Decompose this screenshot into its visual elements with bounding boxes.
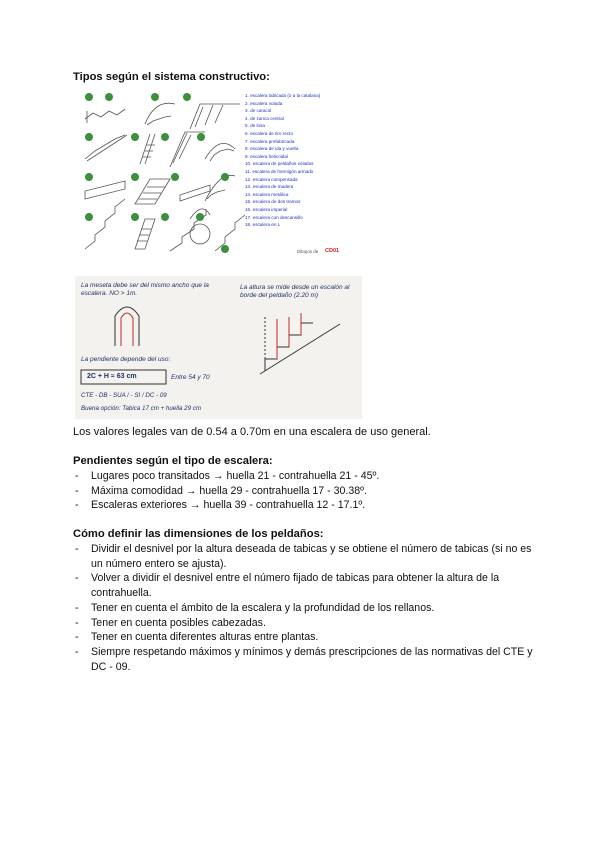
note-buena-opcion: Buena opción: Tabica 17 cm + huella 29 cm [81, 405, 201, 412]
note-meseta-text: La meseta debe ser del mismo ancho que la escalera. [81, 282, 209, 297]
note-meseta-limit: NO > 1m. [109, 290, 138, 297]
list-item: - Volver a dividir el desnivel entre el número fijado de tabicas para obtener la altura de la contrahuella. [73, 571, 533, 600]
list-item: - Tener en cuenta diferentes alturas entre plantas. [73, 630, 533, 645]
list-item: - Tener en cuenta el ámbito de la escalera y la profundidad de los rellanos. [73, 601, 533, 616]
staircase-legend [245, 92, 345, 229]
section-heading-pendientes: Pendientes según el tipo de escalera: [73, 455, 273, 467]
figure-credit: Dibujos de [297, 249, 319, 254]
legend-item: 18. escalera en L [245, 222, 281, 228]
list-item: - Lugares poco transitados → huella 21 - contrahuella 21 - 45º. [73, 469, 533, 484]
legend-item: 6. escalera de tiro recto [245, 130, 294, 136]
list-item: - Máxima comodidad → huella 29 - contrahuella 17 - 30.38º. [73, 484, 533, 499]
legend-item: 10. escalera de peldaños volados [245, 161, 314, 167]
pendientes-list [73, 469, 533, 513]
legend-item: 15. escalera de dos tramos [245, 199, 301, 205]
figure-code: CD01 [325, 248, 340, 254]
note-range: Entre 54 y 70 [171, 374, 210, 381]
legend-item: 3. de caracol [245, 108, 272, 114]
list-item: - Dividir el desnivel por la altura deseada de tabicas y se obtiene el número de tabicas (si no es un número entero se ajusta). [73, 542, 533, 571]
legend-item: 12. escalera compensada [245, 176, 298, 182]
section-heading-sistema-constructivo: Tipos según el sistema constructivo: [73, 71, 270, 83]
note-pendiente: La pendiente depende del uso: [81, 356, 171, 363]
legend-item: 14. escalera metálica [245, 191, 289, 197]
legend-item: 4. de zanca central [245, 115, 284, 121]
legend-item: 17. escalera con descansillo [245, 214, 303, 220]
section-heading-peldanos: Cómo definir las dimensiones de los peldaños: [73, 528, 324, 540]
legend-item: 9. escalera helicoidal [245, 153, 288, 159]
legend-item: 2. escalera volada [245, 100, 283, 106]
legal-values-paragraph: Los valores legales van de 0.54 a 0.70m en una escalera de uso general. [73, 426, 431, 438]
note-normativa: CTE - DB - SUA / - SI / DC - 09 [81, 392, 167, 399]
note-altura: La altura se mide desde un escalón al borde del peldaño (2.20 m) [240, 284, 350, 299]
list-item: - Tener en cuenta posibles cabezadas. [73, 616, 533, 631]
staircase-types-figure [75, 89, 345, 261]
handwritten-notes-figure [75, 276, 362, 419]
legend-item: 11. escalera de hormigón armado [245, 168, 314, 174]
peldanos-list [73, 542, 533, 674]
list-item: - Siempre respetando máximos y mínimos y demás prescripciones de las normativas del CTE y DC - 09. [73, 645, 533, 674]
legend-item: 7. escalera prefabricada [245, 138, 295, 144]
legend-item: 13. escalera de madera [245, 184, 294, 190]
legend-item: 8. escalera de ida y vuelta [245, 146, 299, 152]
list-item: - Escaleras exteriores → huella 39 - contrahuella 12 - 17.1º. [73, 498, 533, 513]
legend-item: 16. escalera imperial [245, 206, 288, 212]
legend-item: 5. de losa [245, 123, 265, 129]
note-meseta [81, 282, 211, 298]
legend-item: 1. escalera tabicada (o a la catalana) [245, 93, 321, 98]
note-formula: 2C + H ≈ 63 cm [87, 373, 137, 380]
